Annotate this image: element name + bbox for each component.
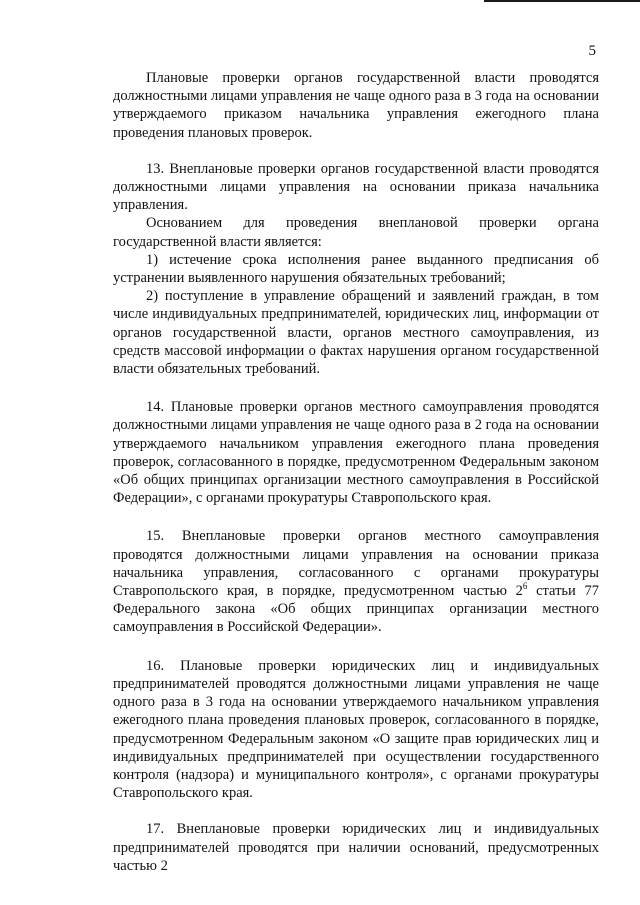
- document-body: [113, 69, 599, 875]
- paragraph-15-unplanned-local-checks: [113, 527, 599, 636]
- paragraph-17-unplanned-business-checks: 17. Внеплановые проверки юридических лиц и индивидуальных предпринимателей проводятся при наличии оснований, предусмотренных частью 2: [113, 821, 599, 874]
- paragraph-15-text-end: статьи 77 Федерального закона «Об общих принципах организации местного самоуправления в Российской Федерации».: [113, 583, 599, 636]
- paragraph-13-unplanned-state-checks: 13. Внеплановые проверки органов государственной власти проводятся должностными лицами управления на основании приказа начальника управления.: [113, 160, 599, 214]
- paragraph-planned-state-checks: Плановые проверки органов государственной власти проводятся должностными лицами управления не чаще одного раза в 3 года на основании утверждаемого приказом начальника управления ежегодного плана проведения плановых проверок.: [113, 70, 599, 141]
- paragraph-15-text-start: 15. Внеплановые проверки органов местного самоуправления проводятся должностными лицами управления на основании приказа начальника управления, согласованного с органами прокуратуры Ставропольского края, в порядке, предусмотренном частью 2: [113, 528, 599, 600]
- paragraph-ground-1: 1) истечение срока исполнения ранее выданного предписания об устранении выявленного нарушения обязательных требований;: [113, 251, 599, 287]
- paragraph-16-planned-business-checks: 16. Плановые проверки юридических лиц и индивидуальных предпринимателей проводятся должностными лицами управления не чаще одного раза в 3 года на основании утверждаемого начальником управления ежегодного плана проведения плановых проверок, согласованного в порядке, предусмотренном Федеральным законом «О защите прав юридических лиц и индивидуальных предпринимателей при осуществлении государственного контроля (надзора) и муниципального контроля», с органами прокуратуры Ставропольского края.: [113, 657, 599, 802]
- page-number: 5: [588, 43, 596, 59]
- paragraph-ground-2: 2) поступление в управление обращений и заявлений граждан, в том числе индивидуальных предпринимателей, юридических лиц, информации от органов государственной власти, органов местного самоуправления, из средств массовой информации о фактах нарушения органом государственной власти обязательных требований.: [113, 288, 599, 378]
- superscript-index: 6: [522, 581, 528, 592]
- paragraph-14-planned-local-checks: 14. Плановые проверки органов местного самоуправления проводятся должностными лицами управления не чаще одного раза в 2 года на основании утверждаемого начальником управления ежегодного плана проведения проверок, согласованного в порядке, предусмотренном Федеральным законом «Об общих принципах организации местного самоуправления в Российской Федерации», с органами прокуратуры Ставропольского края.: [113, 399, 599, 507]
- top-border-line: [484, 0, 640, 2]
- paragraph-grounds-intro: Основанием для проведения внеплановой проверки органа государственной власти является:: [113, 215, 599, 250]
